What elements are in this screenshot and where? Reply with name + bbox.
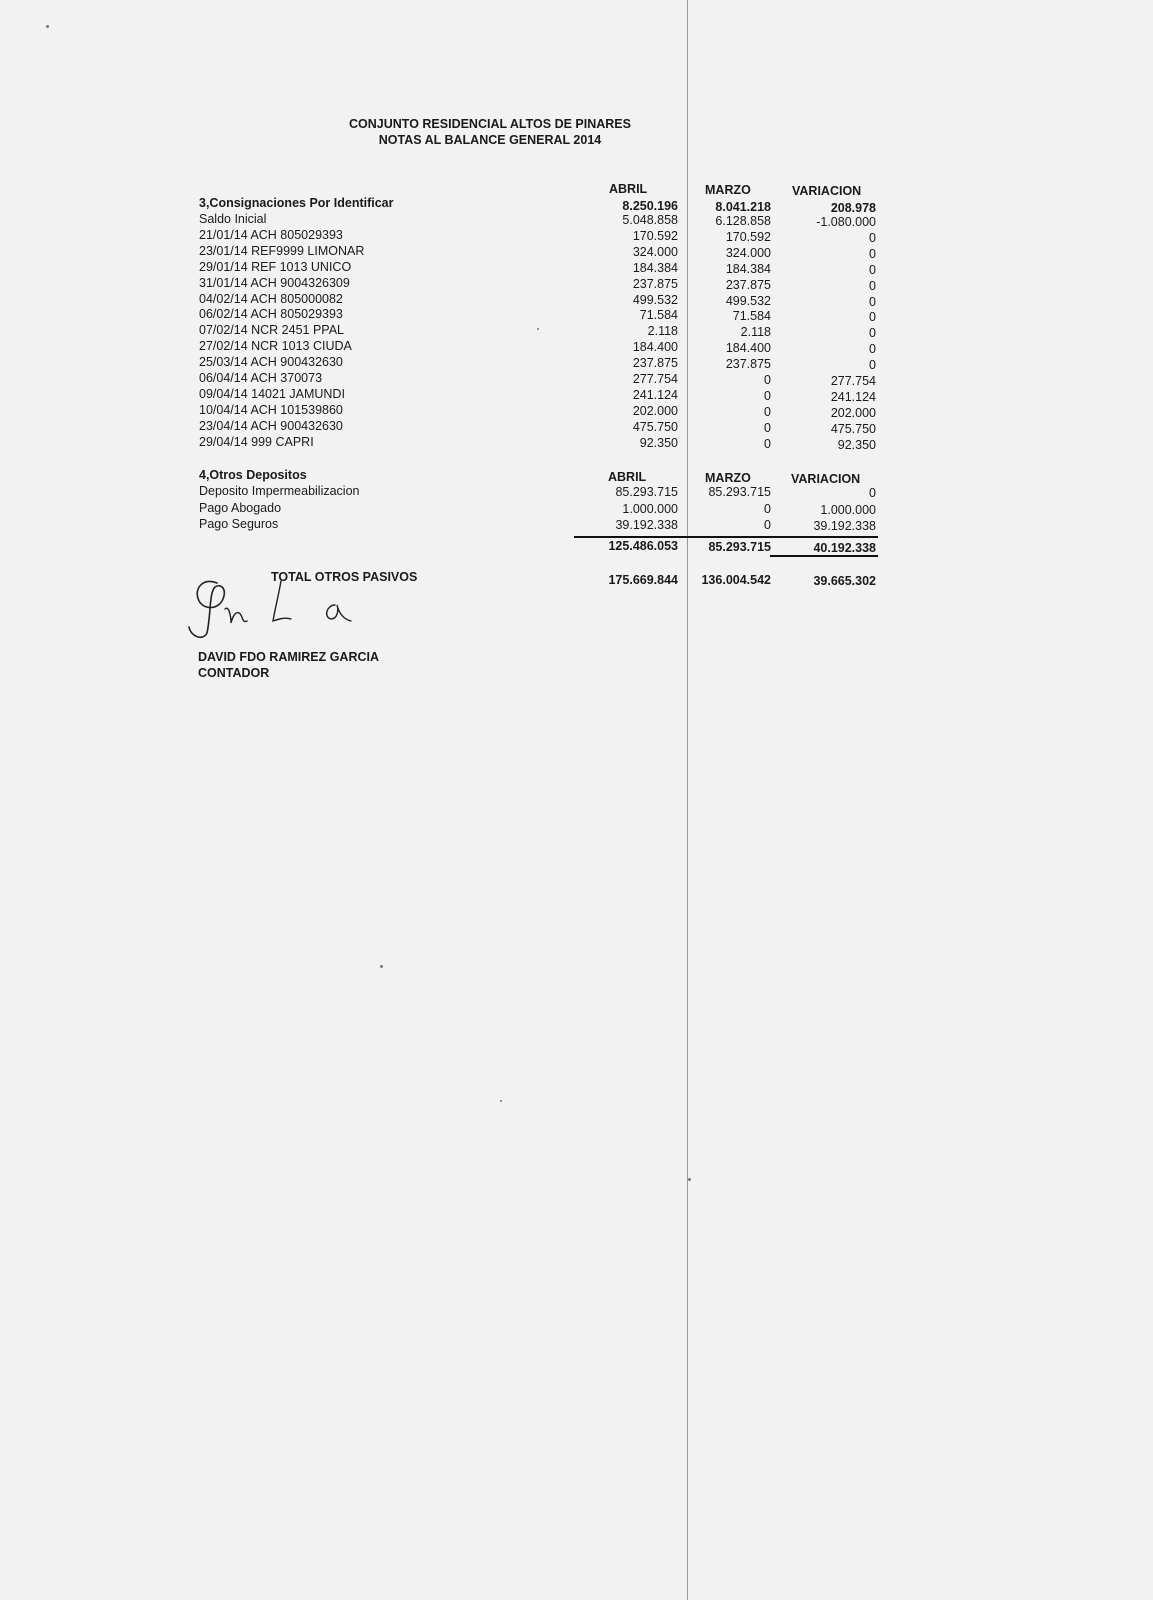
row-label: 06/04/14 ACH 370073 [199,371,323,385]
row-value-abril: 237.875 [632,356,678,371]
row-label: 29/04/14 999 CAPRI [199,434,314,449]
section4-subtotal-marzo: 85.293.715 [708,540,771,554]
row-label: 07/02/14 NCR 2451 PPAL [199,323,345,338]
row-value-abril: 277.754 [632,372,678,386]
row-value-variacion: 0 [869,326,876,341]
row-value-marzo: 2.118 [740,325,771,340]
row-value-marzo: 499.532 [725,293,771,308]
row-value-variacion: 0 [869,486,876,500]
row-value-variacion: 1.000.000 [820,502,876,517]
row-value-marzo: 85.293.715 [708,485,771,499]
row-value-marzo: 184.384 [725,261,771,276]
row-value-abril: 5.048.858 [622,213,678,227]
row-value-variacion: 0 [869,294,876,309]
row-value-marzo: 0 [764,373,771,387]
row-value-marzo: 71.584 [732,309,771,324]
row-value-variacion: 202.000 [830,405,876,420]
row-label: 27/02/14 NCR 1013 CIUDA [199,339,352,354]
row-value-variacion: 39.192.338 [813,519,876,533]
section3-total-variacion: 208.978 [830,201,876,215]
row-value-marzo: 6.128.858 [715,214,771,228]
row-value-variacion: 0 [869,342,876,357]
col-header-abril: ABRIL [609,182,648,196]
row-value-variacion: 92.350 [837,437,876,452]
row-label: 21/01/14 ACH 805029393 [199,227,343,242]
row-value-variacion: 0 [869,278,876,293]
subtotal-bottom-rule [770,555,878,557]
col-header-abril: ABRIL [608,470,647,484]
row-label: 25/03/14 ACH 900432630 [199,355,343,370]
section4-subtotal-abril: 125.486.053 [608,539,678,553]
row-value-abril: 2.118 [647,324,678,339]
row-label: 09/04/14 14021 JAMUNDI [199,386,345,401]
signer-name: DAVID FDO RAMIREZ GARCIA [198,650,380,664]
row-value-abril: 237.875 [632,276,678,291]
row-value-marzo: 237.875 [725,357,771,372]
row-value-variacion: 475.750 [830,421,876,436]
row-value-marzo: 0 [764,388,771,403]
row-value-variacion: 0 [869,246,876,261]
row-value-abril: 475.750 [632,419,678,434]
row-value-abril: 184.384 [632,260,678,275]
row-label: 31/01/14 ACH 9004326309 [199,275,350,290]
row-value-abril: 184.400 [632,340,678,355]
row-value-abril: 170.592 [632,228,678,243]
row-value-variacion: 0 [869,358,876,373]
row-value-abril: 1.000.000 [622,501,678,516]
handwritten-signature [185,575,365,645]
total-abril: 175.669.844 [608,573,678,587]
row-value-marzo: 184.400 [725,341,771,356]
section4-subtotal-variacion: 40.192.338 [813,541,876,555]
row-value-marzo: 0 [764,518,771,532]
row-value-marzo: 0 [764,501,771,516]
row-label: 10/04/14 ACH 101539860 [199,402,343,417]
row-value-marzo: 324.000 [725,245,771,260]
row-value-abril: 71.584 [639,308,678,323]
scan-speck [380,965,383,968]
row-label: 23/04/14 ACH 900432630 [199,418,343,433]
total-label: TOTAL OTROS PASIVOS [271,570,418,584]
row-value-abril: 499.532 [632,292,678,307]
scan-speck [500,1100,502,1102]
document-subtitle: NOTAS AL BALANCE GENERAL 2014 [378,133,602,147]
row-value-marzo: 0 [764,420,771,435]
col-header-marzo: MARZO [705,471,751,485]
row-label: 23/01/14 REF9999 LIMONAR [199,243,365,258]
row-value-abril: 92.350 [639,435,678,450]
total-marzo: 136.004.542 [701,573,771,587]
scan-speck [46,25,49,28]
section4-title: 4,Otros Depositos [199,468,307,482]
row-value-variacion: 0 [869,310,876,325]
col-header-variacion: VARIACION [791,472,861,486]
row-value-abril: 202.000 [632,403,678,418]
row-value-marzo: 237.875 [725,277,771,292]
scan-speck [537,328,539,330]
scan-speck [688,1178,691,1181]
section3-title: 3,Consignaciones Por Identificar [199,196,394,210]
row-value-abril: 324.000 [632,244,678,259]
row-value-variacion: 277.754 [830,374,876,388]
row-label: Pago Abogado [199,500,282,515]
row-label: Pago Seguros [199,517,279,531]
document-title: CONJUNTO RESIDENCIAL ALTOS DE PINARES [349,117,631,131]
row-label: Deposito Impermeabilizacion [199,484,360,498]
signer-role: CONTADOR [198,666,270,680]
row-value-abril: 241.124 [632,387,678,402]
row-label: Saldo Inicial [199,212,267,226]
row-value-variacion: 0 [869,262,876,277]
row-value-marzo: 0 [764,436,771,451]
row-label: 04/02/14 ACH 805000082 [199,291,343,306]
row-value-abril: 85.293.715 [615,485,678,499]
col-header-marzo: MARZO [705,183,751,197]
row-value-variacion: -1.080.000 [816,215,876,229]
col-header-variacion: VARIACION [792,184,862,198]
row-value-marzo: 170.592 [725,229,771,244]
row-label: 06/02/14 ACH 805029393 [199,307,343,322]
row-value-variacion: 0 [869,230,876,245]
section3-total-marzo: 8.041.218 [715,200,771,214]
total-variacion: 39.665.302 [813,574,876,588]
section3-total-abril: 8.250.196 [622,199,678,213]
row-value-abril: 39.192.338 [615,518,678,532]
row-label: 29/01/14 REF 1013 UNICO [199,259,352,274]
row-value-variacion: 241.124 [830,389,876,404]
row-value-marzo: 0 [764,404,771,419]
